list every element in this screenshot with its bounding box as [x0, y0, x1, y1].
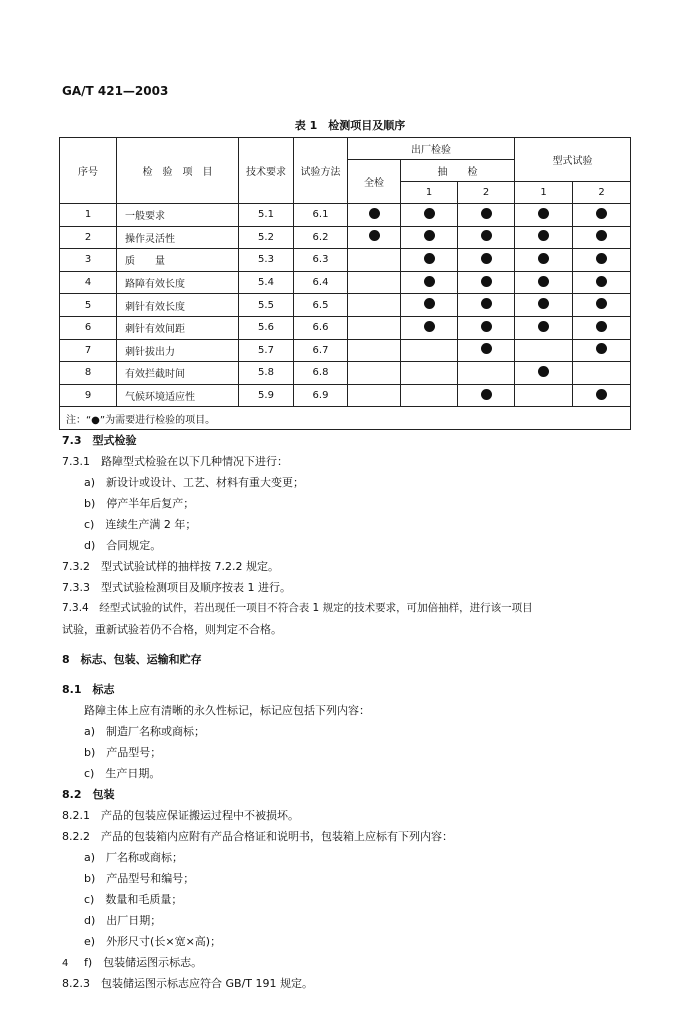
required-dot-icon — [481, 230, 492, 241]
section-8-2-3: 8.2.3 包装储运图示标志应符合 GB/T 191 规定。 — [62, 977, 313, 990]
required-dot-icon — [596, 208, 607, 219]
header-type-test: 型式试验 — [515, 138, 631, 182]
mark-cell — [348, 384, 401, 407]
standard-code-header: GA/T 421—2003 — [62, 84, 169, 98]
required-dot-icon — [424, 253, 435, 264]
section-7-3-4: 7.3.4 经型式试验的试件，若出现任一项目不符合表 1 规定的技术要求，可加倍抽样，进行该一项目 — [62, 602, 533, 614]
mark-cell — [573, 204, 631, 227]
required-dot-icon — [596, 389, 607, 400]
mark-cell — [515, 339, 573, 362]
test-method-cell: 6.3 — [294, 249, 348, 272]
mark-cell — [348, 294, 401, 317]
required-dot-icon — [481, 321, 492, 332]
section-7-3: 7.3 型式检验 — [62, 434, 137, 447]
table-body — [60, 204, 631, 407]
header-sample-2: 2 — [458, 182, 515, 204]
row-number-cell: 7 — [60, 339, 117, 362]
mark-cell — [458, 226, 515, 249]
required-dot-icon — [369, 208, 380, 219]
test-method-cell: 6.1 — [294, 204, 348, 227]
header-no: 序号 — [60, 138, 117, 204]
mark-cell — [401, 316, 458, 339]
row-number-cell: 6 — [60, 316, 117, 339]
item-name-cell: 刺针有效间距 — [117, 316, 239, 339]
mark-cell — [573, 271, 631, 294]
required-dot-icon — [481, 276, 492, 287]
mark-cell — [515, 271, 573, 294]
required-dot-icon — [424, 276, 435, 287]
table-row — [60, 294, 631, 317]
list-item: d) 合同规定。 — [84, 539, 162, 552]
mark-cell — [348, 204, 401, 227]
header-item: 检 验 项 目 — [117, 138, 239, 204]
mark-cell — [401, 294, 458, 317]
list-item: f) 包装储运图示标志。 — [84, 956, 203, 969]
mark-cell — [458, 271, 515, 294]
tech-requirement-cell: 5.6 — [239, 316, 294, 339]
mark-cell — [573, 384, 631, 407]
mark-cell — [401, 204, 458, 227]
section-8: 8 标志、包装、运输和贮存 — [62, 653, 202, 666]
test-method-cell: 6.6 — [294, 316, 348, 339]
mark-cell — [401, 362, 458, 385]
row-number-cell: 2 — [60, 226, 117, 249]
required-dot-icon — [538, 366, 549, 377]
mark-cell — [348, 271, 401, 294]
tech-requirement-cell: 5.1 — [239, 204, 294, 227]
required-dot-icon — [481, 389, 492, 400]
mark-cell — [515, 204, 573, 227]
required-dot-icon — [538, 321, 549, 332]
header-type-1: 1 — [515, 182, 573, 204]
item-name-cell: 气候环境适应性 — [117, 384, 239, 407]
row-number-cell: 8 — [60, 362, 117, 385]
required-dot-icon — [424, 298, 435, 309]
list-item: e) 外形尺寸(长×宽×高)； — [84, 935, 222, 948]
mark-cell — [348, 226, 401, 249]
mark-cell — [348, 339, 401, 362]
mark-cell — [458, 294, 515, 317]
table-row — [60, 204, 631, 227]
mark-cell — [515, 294, 573, 317]
mark-cell — [401, 226, 458, 249]
item-name-cell: 质 量 — [117, 249, 239, 272]
mark-cell — [348, 362, 401, 385]
tech-requirement-cell: 5.5 — [239, 294, 294, 317]
mark-cell — [458, 316, 515, 339]
item-name-cell: 一般要求 — [117, 204, 239, 227]
table-caption: 表 1 检测项目及顺序 — [294, 119, 406, 132]
section-8-2-1: 8.2.1 产品的包装应保证搬运过程中不被损坏。 — [62, 809, 299, 822]
mark-cell — [458, 339, 515, 362]
required-dot-icon — [424, 208, 435, 219]
required-dot-icon — [481, 343, 492, 354]
table-row — [60, 362, 631, 385]
section-7-3-3: 7.3.3 型式试验检测项目及顺序按表 1 进行。 — [62, 581, 291, 594]
required-dot-icon — [538, 276, 549, 287]
inspection-table — [59, 137, 631, 430]
list-item: b) 产品型号和编号； — [84, 872, 195, 885]
table-row — [60, 384, 631, 407]
list-item: c) 连续生产满 2 年； — [84, 518, 197, 531]
test-method-cell: 6.4 — [294, 271, 348, 294]
tech-requirement-cell: 5.4 — [239, 271, 294, 294]
mark-cell — [401, 339, 458, 362]
required-dot-icon — [596, 230, 607, 241]
table-row — [60, 226, 631, 249]
required-dot-icon — [538, 253, 549, 264]
required-dot-icon — [424, 230, 435, 241]
mark-cell — [458, 249, 515, 272]
required-dot-icon — [596, 321, 607, 332]
list-item: c) 生产日期。 — [84, 767, 161, 780]
mark-cell — [401, 384, 458, 407]
list-item: a) 制造厂名称或商标； — [84, 725, 206, 738]
item-name-cell: 路障有效长度 — [117, 271, 239, 294]
tech-requirement-cell: 5.7 — [239, 339, 294, 362]
mark-cell — [401, 271, 458, 294]
section-8-2: 8.2 包装 — [62, 788, 115, 801]
test-method-cell: 6.7 — [294, 339, 348, 362]
header-method: 试验方法 — [294, 138, 348, 204]
required-dot-icon — [596, 298, 607, 309]
test-method-cell: 6.2 — [294, 226, 348, 249]
item-name-cell: 有效拦截时间 — [117, 362, 239, 385]
header-sample-1: 1 — [401, 182, 458, 204]
test-method-cell: 6.5 — [294, 294, 348, 317]
table-row — [60, 339, 631, 362]
list-item: b) 产品型号； — [84, 746, 162, 759]
test-method-cell: 6.8 — [294, 362, 348, 385]
table-note: 注：“●”为需要进行检验的项目。 — [60, 407, 631, 430]
table-row — [60, 249, 631, 272]
mark-cell — [573, 362, 631, 385]
list-item: a) 厂名称或商标； — [84, 851, 184, 864]
mark-cell — [458, 362, 515, 385]
tech-requirement-cell: 5.9 — [239, 384, 294, 407]
test-method-cell: 6.9 — [294, 384, 348, 407]
page-number: 4 — [62, 958, 69, 969]
mark-cell — [348, 316, 401, 339]
section-8-2-2: 8.2.2 产品的包装箱内应附有产品合格证和说明书，包装箱上应标有下列内容： — [62, 830, 453, 843]
section-8-1-text: 路障主体上应有清晰的永久性标记，标记应包括下列内容： — [84, 704, 370, 717]
mark-cell — [573, 316, 631, 339]
header-req: 技术要求 — [239, 138, 294, 204]
table-row — [60, 271, 631, 294]
list-item: d) 出厂日期； — [84, 914, 162, 927]
item-name-cell: 刺针有效长度 — [117, 294, 239, 317]
tech-requirement-cell: 5.2 — [239, 226, 294, 249]
list-item: b) 停产半年后复产； — [84, 497, 195, 510]
header-sampling: 抽 检 — [401, 160, 515, 182]
mark-cell — [515, 316, 573, 339]
required-dot-icon — [538, 298, 549, 309]
list-item: c) 数量和毛质量； — [84, 893, 183, 906]
required-dot-icon — [596, 276, 607, 287]
row-number-cell: 5 — [60, 294, 117, 317]
required-dot-icon — [538, 230, 549, 241]
header-type-2: 2 — [573, 182, 631, 204]
mark-cell — [573, 226, 631, 249]
row-number-cell: 4 — [60, 271, 117, 294]
mark-cell — [348, 249, 401, 272]
row-number-cell: 1 — [60, 204, 117, 227]
mark-cell — [515, 249, 573, 272]
mark-cell — [458, 204, 515, 227]
mark-cell — [515, 362, 573, 385]
header-factory-inspection: 出厂检验 — [348, 138, 515, 160]
item-name-cell: 刺针拔出力 — [117, 339, 239, 362]
tech-requirement-cell: 5.8 — [239, 362, 294, 385]
required-dot-icon — [596, 343, 607, 354]
required-dot-icon — [481, 208, 492, 219]
table-row — [60, 316, 631, 339]
mark-cell — [573, 339, 631, 362]
mark-cell — [458, 384, 515, 407]
row-number-cell: 9 — [60, 384, 117, 407]
required-dot-icon — [481, 253, 492, 264]
section-7-3-2: 7.3.2 型式试验试样的抽样按 7.2.2 规定。 — [62, 560, 279, 573]
row-number-cell: 3 — [60, 249, 117, 272]
mark-cell — [515, 226, 573, 249]
section-7-3-4-continued: 试验，重新试验若仍不合格，则判定不合格。 — [62, 623, 282, 636]
required-dot-icon — [481, 298, 492, 309]
item-name-cell: 操作灵活性 — [117, 226, 239, 249]
list-item: a) 新设计或设计、工艺、材料有重大变更； — [84, 476, 305, 489]
required-dot-icon — [596, 253, 607, 264]
required-dot-icon — [538, 208, 549, 219]
header-full-inspection: 全检 — [348, 160, 401, 204]
required-dot-icon — [424, 321, 435, 332]
section-8-1: 8.1 标志 — [62, 683, 115, 696]
section-7-3-1: 7.3.1 路障型式检验在以下几种情况下进行： — [62, 455, 288, 468]
required-dot-icon — [369, 230, 380, 241]
tech-requirement-cell: 5.3 — [239, 249, 294, 272]
mark-cell — [401, 249, 458, 272]
mark-cell — [573, 249, 631, 272]
mark-cell — [573, 294, 631, 317]
mark-cell — [515, 384, 573, 407]
